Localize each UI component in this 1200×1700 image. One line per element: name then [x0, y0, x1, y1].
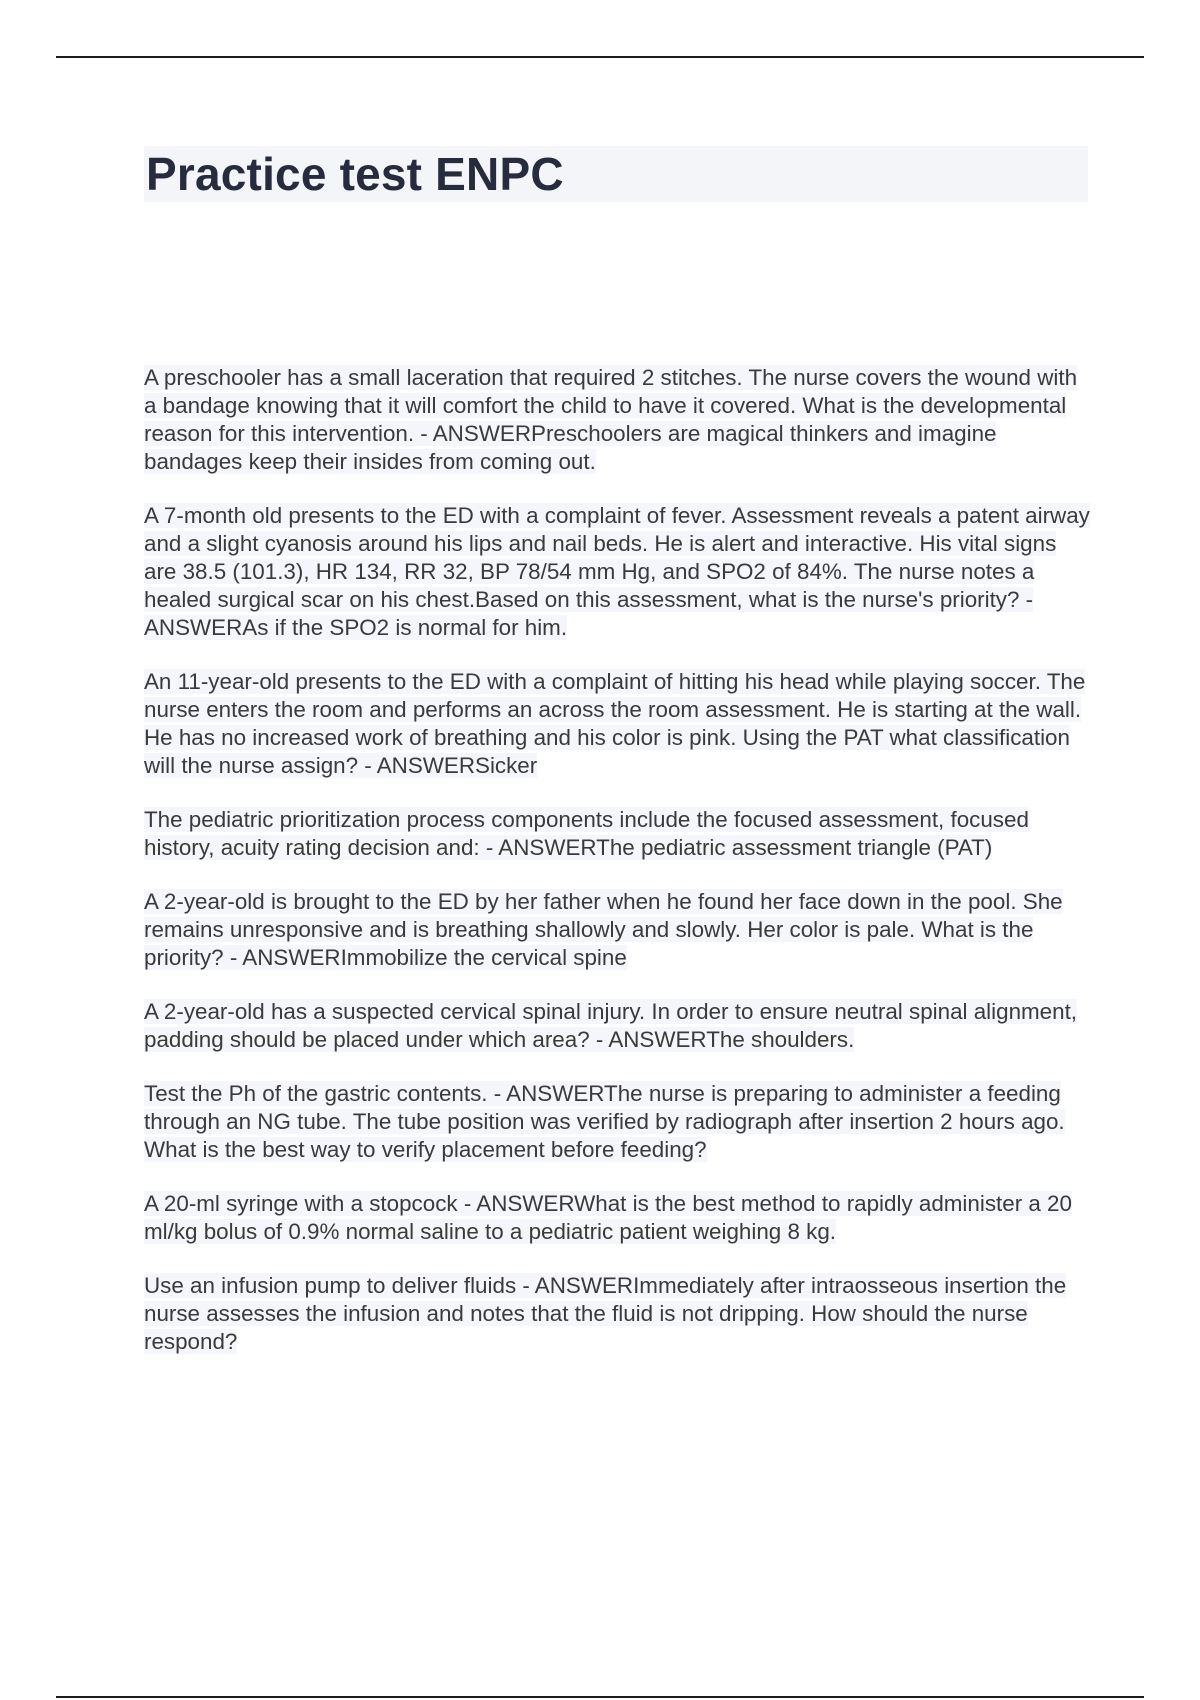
qa-item-text: Test the Ph of the gastric contents. - ANSWERThe nurse is preparing to administer a feeding through an NG tube. The tube position was verified by radiograph after insertion 2 hours ago. What is the best way to verify placement before feeding? — [144, 1081, 1065, 1162]
qa-item — [144, 1190, 1090, 1246]
qa-item — [144, 668, 1090, 780]
qa-item — [144, 1272, 1090, 1356]
qa-item-text: A preschooler has a small laceration that required 2 stitches. The nurse covers the wound with a bandage knowing that it will comfort the child to have it covered. What is the developmental reason for this intervention. - ANSWERPreschoolers are magical thinkers and imagine bandages keep their insides from coming out. — [144, 365, 1078, 474]
qa-item-text: Use an infusion pump to deliver fluids - ANSWERImmediately after intraosseous insertion the nurse assesses the infusion and notes that the fluid is not dripping. How should the nurse respond? — [144, 1273, 1067, 1354]
qa-item — [144, 364, 1090, 476]
qa-item — [144, 806, 1090, 862]
footer-rule — [56, 1696, 1144, 1698]
qa-item — [144, 1080, 1090, 1164]
qa-item — [144, 502, 1090, 642]
qa-item-text: A 7-month old presents to the ED with a complaint of fever. Assessment reveals a patent airway and a slight cyanosis around his lips and nail beds. He is alert and interactive. His vital signs are 38.5 (101.3), HR 134, RR 32, BP 78/54 mm Hg, and SPO2 of 84%. The nurse notes a healed surgical scar on his chest.Based on this assessment, what is the nurse's priority? - ANSWERAs if the SPO2 is normal for him. — [144, 503, 1090, 640]
qa-item-text: A 2-year-old has a suspected cervical spinal injury. In order to ensure neutral spinal alignment, padding should be placed under which area? - ANSWERThe shoulders. — [144, 999, 1078, 1052]
header-rule — [56, 56, 1144, 58]
qa-list — [144, 364, 1090, 1382]
qa-item — [144, 888, 1090, 972]
qa-item-text: A 2-year-old is brought to the ED by her father when he found her face down in the pool. She remains unresponsive and is breathing shallowly and slowly. Her color is pale. What is the priority? - ANSWERImmobilize the cervical spine — [144, 889, 1063, 970]
qa-item-text: An 11-year-old presents to the ED with a complaint of hitting his head while playing soccer. The nurse enters the room and performs an across the room assessment. He is starting at the wall. He has no increased work of breathing and his color is pink. Using the PAT what classification will the nurse assign? - ANSWERSicker — [144, 669, 1086, 778]
qa-item-text: A 20-ml syringe with a stopcock - ANSWERWhat is the best method to rapidly administer a 20 ml/kg bolus of 0.9% normal saline to a pediatric patient weighing 8 kg. — [144, 1191, 1072, 1244]
page-title: Practice test ENPC — [146, 148, 564, 200]
qa-item — [144, 998, 1090, 1054]
qa-item-text: The pediatric prioritization process components include the focused assessment, focused history, acuity rating decision and: - ANSWERThe pediatric assessment triangle (PAT) — [144, 807, 1029, 860]
